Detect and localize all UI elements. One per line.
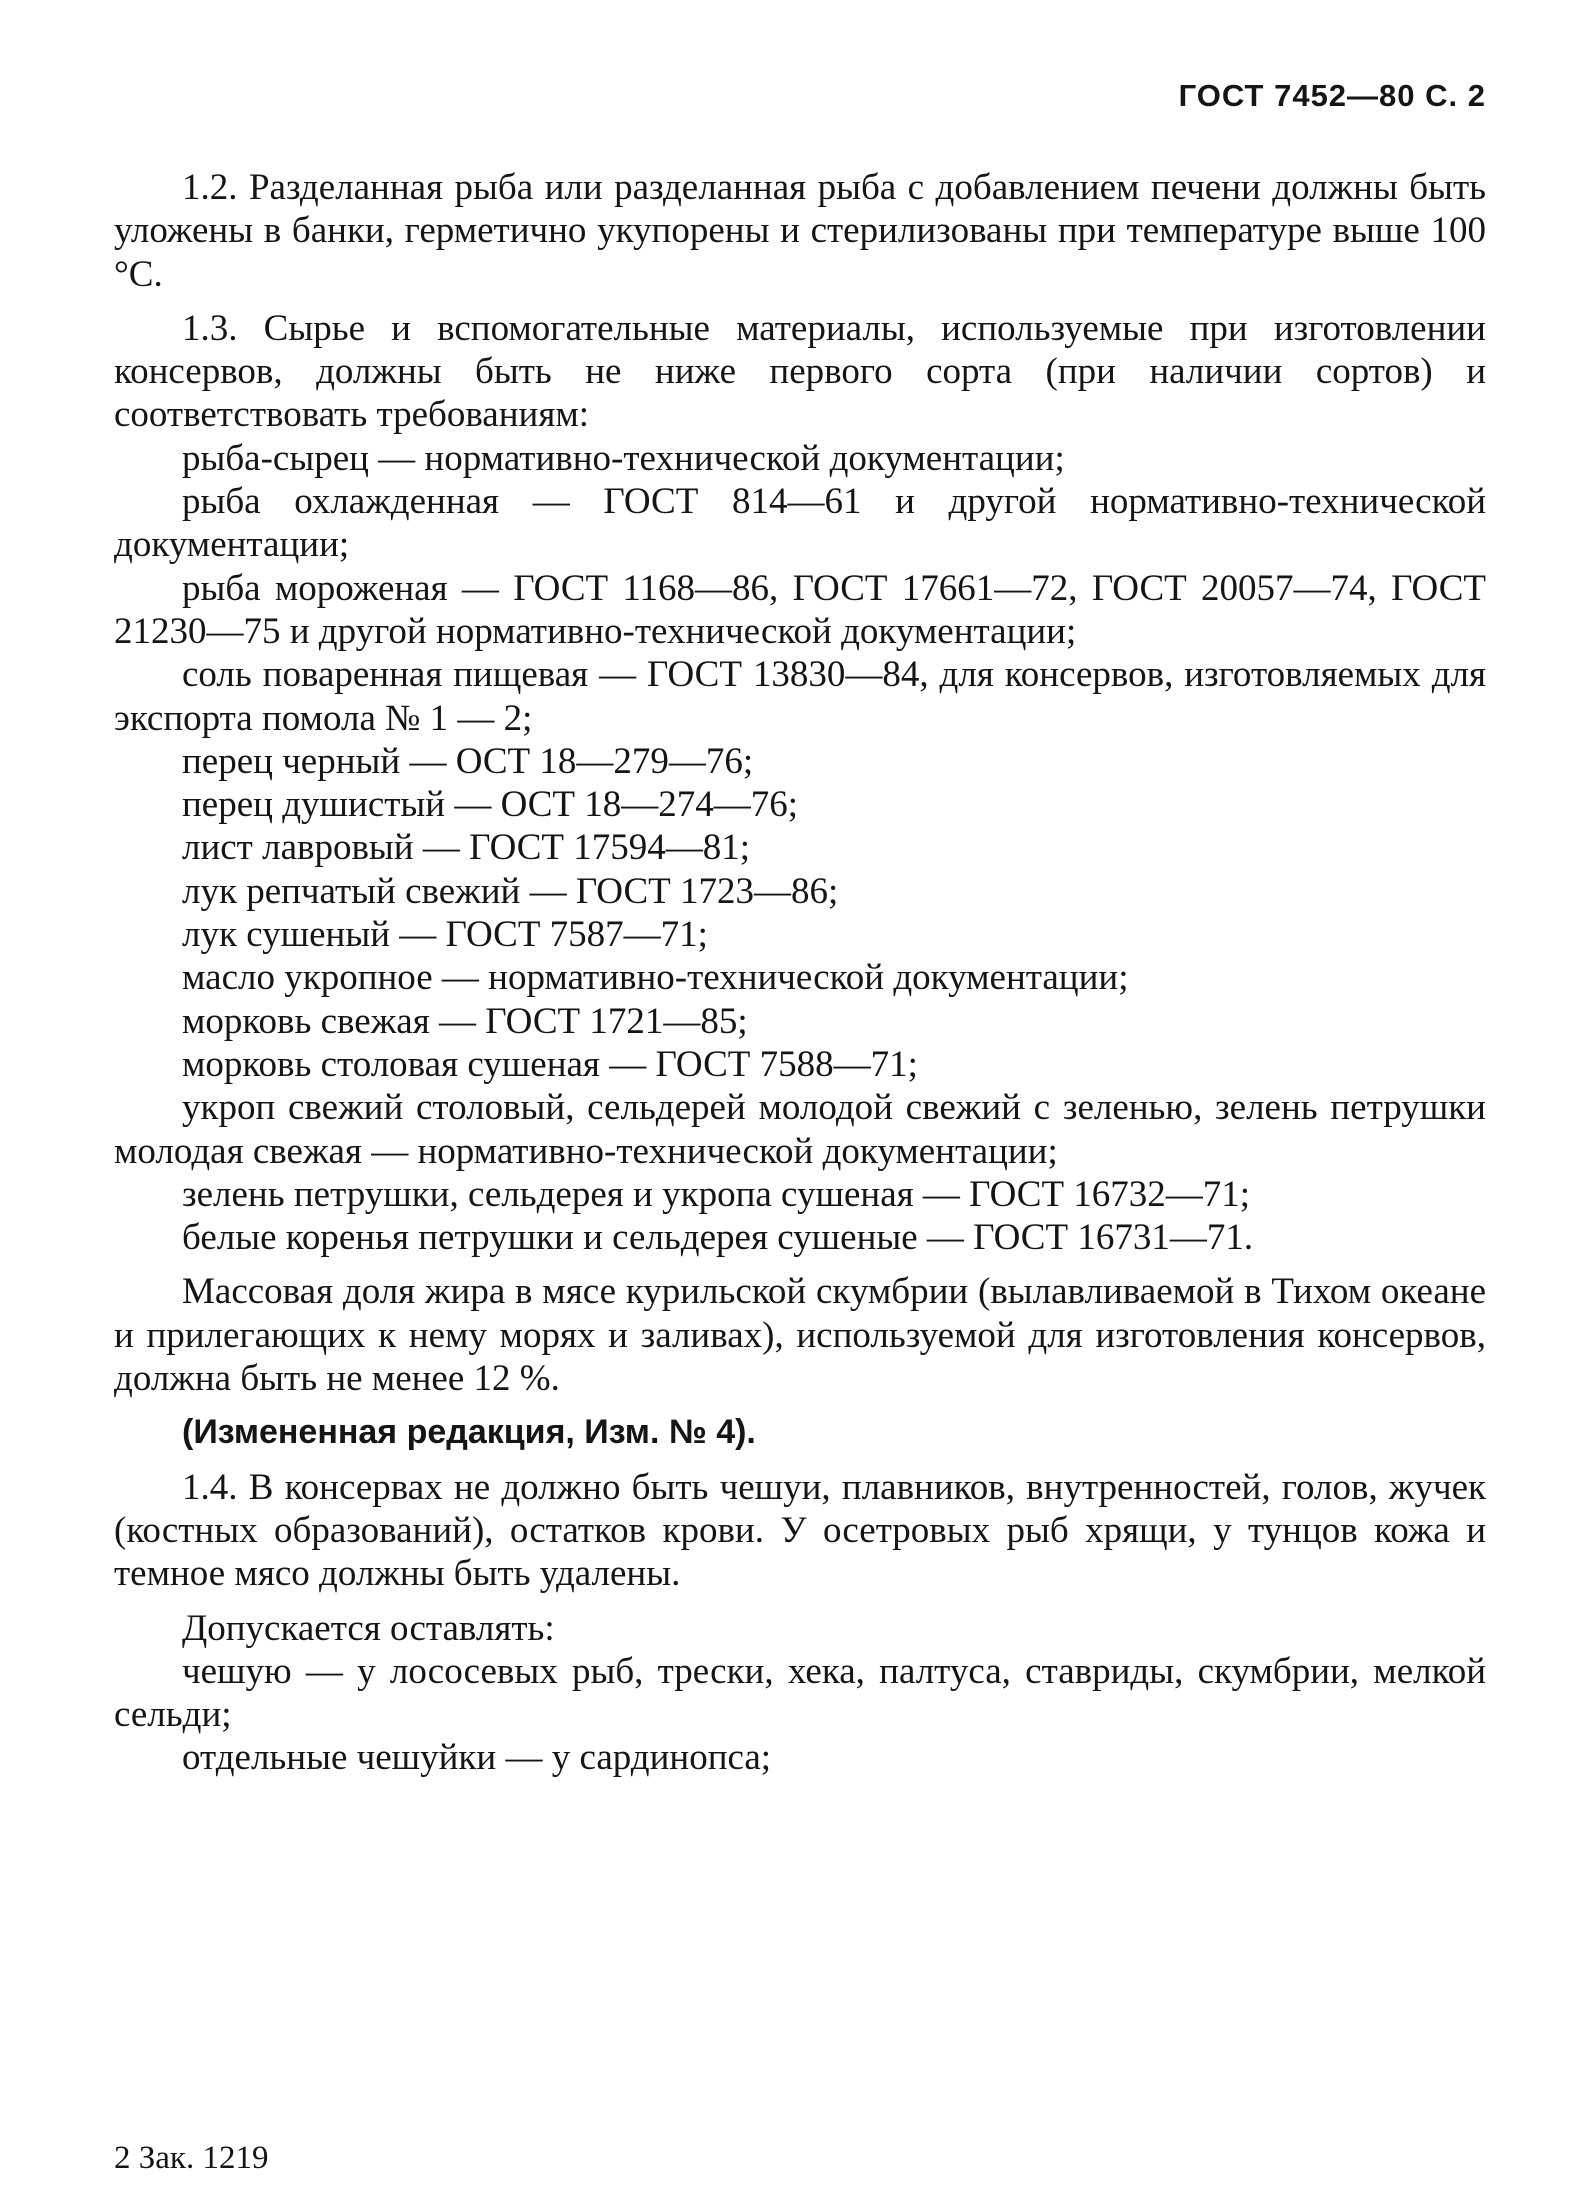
- list-item: рыба-сырец — нормативно-технической документации;: [182, 437, 1065, 479]
- list-item: перец душистый — ОСТ 18—274—76;: [182, 784, 799, 826]
- list-item: лук сушеный — ГОСТ 7587—71;: [182, 914, 708, 956]
- running-head: ГОСТ 7452—80 С. 2: [1178, 78, 1486, 113]
- list-item: морковь свежая — ГОСТ 1721—85;: [182, 1000, 748, 1042]
- paragraph-1-2: 1.2. Разделанная рыба или разделанная рыба с добавлением печени должны быть уложены в банки, герметично укупорены и стерилизованы при температуре выше 100 °С.: [114, 167, 1486, 295]
- list-item: чешую — у лососевых рыб, трески, хека, палтуса, ставриды, скумбрии, мелкой сельди;: [114, 1650, 1486, 1736]
- paragraph-1-4: 1.4. В консервах не должно быть чешуи, плавников, внутренностей, голов, жучек (костных образований), остатков крови. У осетровых рыб хрящи, у тунцов кожа и темное мясо должны быть удалены.: [114, 1466, 1486, 1595]
- paragraph-fat-content: Массовая доля жира в мясе курильской скумбрии (вылавливаемой в Тихом океане и прилегающих к нему морях и заливах), используемой для изготовления консервов, должна быть не менее 12 %.: [114, 1271, 1486, 1400]
- list-item: рыба мороженая — ГОСТ 1168—86, ГОСТ 17661—72, ГОСТ 20057—74, ГОСТ 21230—75 и другой нормативно-технической документации;: [114, 567, 1486, 652]
- list-item: зелень петрушки, сельдерея и укропа сушеная — ГОСТ 16732—71;: [182, 1173, 1251, 1215]
- document-body: [114, 166, 1486, 1780]
- list-item: соль поваренная пищевая — ГОСТ 13830—84, для консервов, изготовляемых для экспорта помола № 1 — 2;: [114, 654, 1486, 739]
- list-item: масло укропное — нормативно-технической документации;: [182, 957, 1129, 999]
- amendment-note: (Измененная редакция, Изм. № 4).: [182, 1413, 756, 1452]
- paragraph-1-3: 1.3. Сырье и вспомогательные материалы, используемые при изготовлении консервов, должны быть не ниже первого сорта (при наличии сортов) и соответствовать требованиям:: [114, 307, 1486, 436]
- list-item: лук репчатый свежий — ГОСТ 1723—86;: [182, 870, 839, 912]
- list-item: лист лавровый — ГОСТ 17594—81;: [182, 827, 751, 869]
- list-item: морковь столовая сушеная — ГОСТ 7588—71;: [182, 1043, 918, 1085]
- list-item: перец черный — ОСТ 18—279—76;: [182, 740, 754, 782]
- order-note: 2 Зак. 1219: [114, 2140, 269, 2176]
- list-item: белые коренья петрушки и сельдерея сушеные — ГОСТ 16731—71.: [182, 1217, 1254, 1259]
- list-item: укроп свежий столовый, сельдерей молодой свежий с зеленью, зелень петрушки молодая свежая — нормативно-технической документации;: [114, 1087, 1486, 1172]
- paragraph-allowed: Допускается оставлять:: [182, 1607, 555, 1649]
- list-item: рыба охлажденная — ГОСТ 814—61 и другой нормативно-технической документации;: [114, 481, 1486, 566]
- list-item: отдельные чешуйки — у сардинопса;: [182, 1737, 772, 1779]
